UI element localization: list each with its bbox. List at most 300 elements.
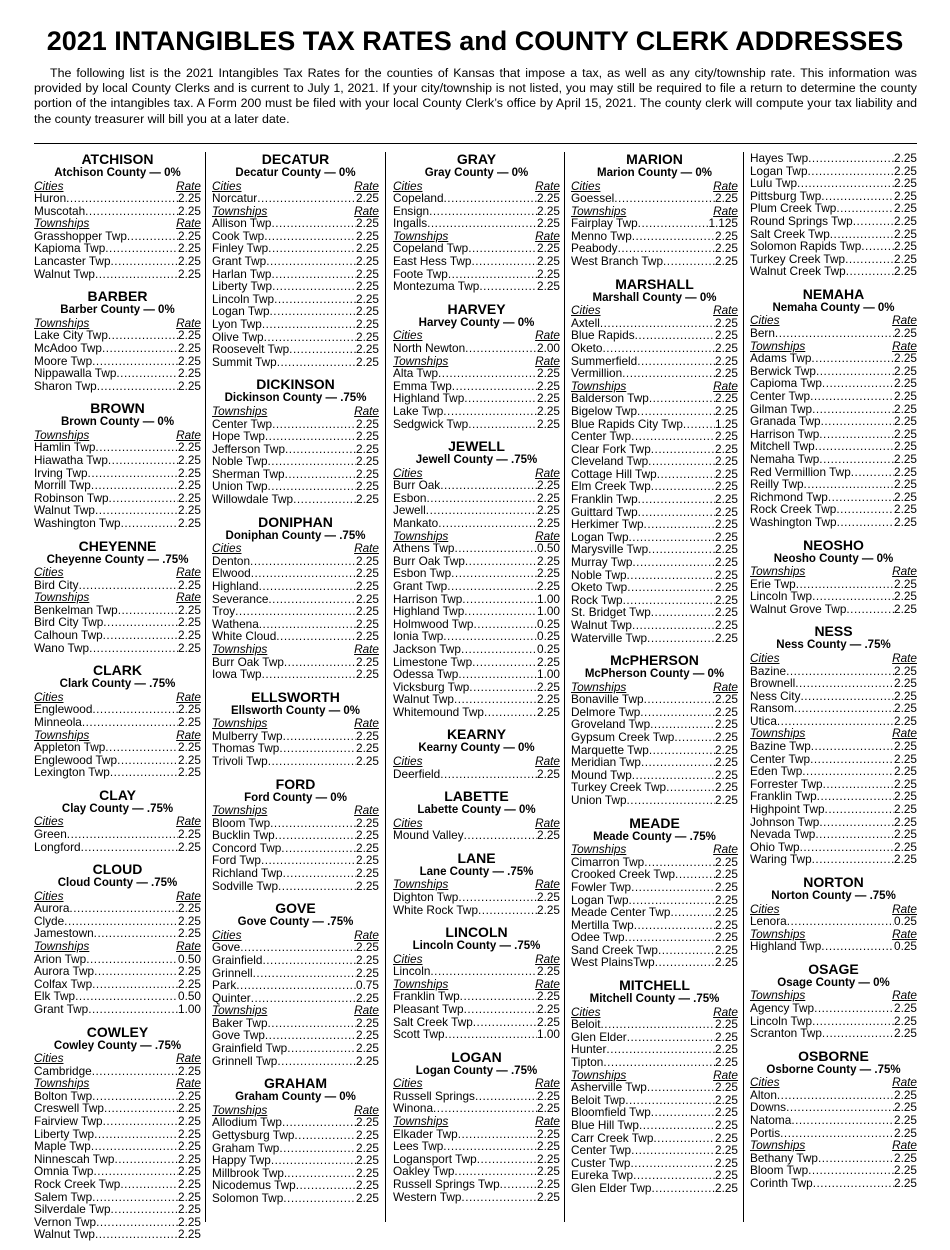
place-rate: 2.25 (178, 765, 201, 780)
column-divider (205, 152, 206, 1222)
rate-label: Rate (892, 1075, 917, 1090)
place-rate: 2.25 (356, 216, 379, 231)
dot-leader (108, 329, 178, 342)
place-name: Esbon (393, 490, 427, 505)
county-rate: Barber County — 0% (60, 304, 175, 317)
dot-leader (296, 1179, 356, 1192)
dot-leader (443, 1140, 537, 1153)
cities-label: Cities (393, 178, 423, 193)
dot-leader (465, 342, 537, 355)
place-name: Kapioma Twp (34, 241, 106, 256)
place-rate: 2.25 (537, 203, 560, 218)
place-rate: 2.25 (894, 426, 917, 441)
place-rate: 2.25 (356, 866, 379, 881)
dot-leader (627, 794, 716, 807)
dot-leader (632, 556, 715, 569)
place-name: Lincoln Twp (212, 291, 275, 306)
rate-row (571, 1018, 738, 1031)
place-name: Lulu Twp (750, 176, 798, 191)
place-rate: 2.25 (356, 753, 379, 768)
dot-leader (821, 415, 894, 428)
place-rate: 2.25 (894, 776, 917, 791)
cities-label: Cities (571, 178, 601, 193)
place-name: Jewell (393, 503, 426, 518)
dot-leader (500, 1178, 537, 1191)
place-rate: 2.25 (356, 566, 379, 581)
place-rate: 2.25 (715, 879, 738, 894)
county-name: JEWELL (448, 438, 505, 455)
place-rate: 2.25 (356, 1015, 379, 1030)
rate-row (750, 803, 917, 816)
rate-label: Rate (176, 427, 201, 442)
dot-leader (651, 1106, 715, 1119)
dot-leader (817, 790, 894, 803)
cities-label: Cities (34, 888, 64, 903)
dot-leader (800, 690, 894, 703)
rate-row (750, 327, 917, 340)
rates-column-5 (750, 152, 917, 1199)
place-name: Sodville Twp (212, 878, 279, 893)
place-name: Delmore Twp (571, 704, 641, 719)
dot-leader (477, 1153, 537, 1166)
rate-row (393, 965, 560, 978)
place-name: Alton (750, 1087, 777, 1102)
cities-label: Cities (393, 951, 423, 966)
dot-leader (651, 443, 715, 456)
place-rate: 2.25 (537, 828, 560, 843)
dot-leader (287, 1042, 356, 1055)
dot-leader (468, 242, 537, 255)
dot-leader (657, 468, 715, 481)
rate-row (212, 755, 379, 768)
dot-leader (464, 829, 537, 842)
place-rate: 2.25 (537, 578, 560, 593)
place-rate: 2.25 (715, 529, 738, 544)
cities-header (571, 304, 738, 317)
county-name: HARVEY (447, 300, 506, 317)
dot-leader (289, 343, 356, 356)
dot-leader (638, 493, 715, 506)
townships-label: Townships (750, 338, 806, 353)
place-name: Murray Twp (571, 555, 633, 570)
dot-leader (786, 1101, 894, 1114)
rate-label: Rate (354, 178, 379, 193)
place-rate: 2.25 (356, 840, 379, 855)
place-rate: 2.25 (178, 839, 201, 854)
cities-label: Cities (34, 689, 64, 704)
place-name: Iowa Twp (212, 667, 262, 682)
rate-row (212, 255, 379, 268)
place-rate: 2.25 (715, 1180, 738, 1195)
cities-label: Cities (212, 178, 242, 193)
place-name: Brownell (750, 676, 796, 691)
townships-label: Townships (571, 679, 627, 694)
dot-leader (464, 392, 537, 405)
county-rate: Osage County — 0% (777, 976, 890, 989)
place-name: Franklin Twp (571, 492, 638, 507)
place-rate: 0.25 (894, 939, 917, 954)
place-name: Wathena (212, 616, 259, 631)
rate-row (212, 580, 379, 593)
rate-row (212, 217, 379, 230)
dot-leader (67, 828, 178, 841)
place-name: Jackson Twp (393, 641, 461, 656)
dot-leader (440, 768, 537, 781)
place-rate: 2.25 (715, 793, 738, 808)
dot-leader (637, 355, 715, 368)
dot-leader (666, 781, 715, 794)
place-rate: 1.00 (537, 667, 560, 682)
place-name: Willowdale Twp (212, 492, 294, 507)
place-rate: 2.25 (356, 304, 379, 319)
place-name: Limestone Twp (393, 654, 473, 669)
dot-leader (632, 619, 715, 632)
county-name: BARBER (87, 288, 148, 305)
place-rate: 2.25 (537, 1177, 560, 1192)
place-name: Liberty Twp (212, 279, 273, 294)
dot-leader (651, 606, 715, 619)
place-rate: 2.25 (178, 702, 201, 717)
cities-label: Cities (393, 1076, 423, 1091)
place-rate: 2.25 (356, 479, 379, 494)
place-name: Russell Springs Twp (393, 1177, 500, 1192)
rate-row (750, 390, 917, 403)
townships-label: Townships (34, 590, 90, 605)
rates-column-4 (571, 152, 738, 1203)
place-name: Center Twp (212, 416, 273, 431)
dot-leader (822, 1027, 894, 1040)
place-name: Salt Creek Twp (750, 226, 830, 241)
dot-leader (462, 593, 537, 606)
place-rate: 2.25 (356, 815, 379, 830)
place-rate: 0.50 (178, 951, 201, 966)
place-name: Cambridge (34, 1063, 92, 1078)
place-rate: 2.25 (178, 926, 201, 941)
place-rate: 2.25 (894, 226, 917, 241)
rate-label: Rate (354, 716, 379, 731)
townships-label: Townships (34, 216, 90, 231)
rate-label: Rate (535, 815, 560, 830)
place-name: Lincoln Twp (750, 1013, 813, 1028)
dot-leader (815, 828, 894, 841)
place-name: Gove Twp (212, 1028, 265, 1043)
townships-header (750, 565, 917, 578)
place-name: St. Bridget Twp (571, 605, 651, 620)
place-name: Ness City (750, 688, 801, 703)
place-name: Vermillion (571, 366, 623, 381)
place-rate: 2.25 (894, 389, 917, 403)
rate-label: Rate (535, 951, 560, 966)
place-name: Ensign (393, 203, 430, 218)
rate-row (34, 1178, 201, 1191)
county-rate: Jewell County — .75% (415, 454, 538, 467)
rate-row (750, 152, 917, 165)
rate-row (750, 415, 917, 428)
place-rate: 2.25 (715, 592, 738, 607)
place-name: West Branch Twp (571, 254, 664, 269)
place-name: Red Vermillion Twp (750, 464, 851, 479)
dot-leader (670, 906, 715, 919)
county-rate: Lane County — .75% (419, 865, 534, 878)
place-rate: 2.25 (537, 216, 560, 231)
cities-header (750, 1076, 917, 1089)
place-name: Bird City (34, 577, 79, 592)
place-name: Lyon Twp (212, 317, 262, 332)
place-rate: 2.25 (715, 704, 738, 719)
dot-leader (627, 581, 715, 594)
dot-leader (464, 605, 537, 618)
place-name: Scranton Twp (750, 1026, 822, 1041)
place-rate: 2.25 (356, 441, 379, 456)
place-rate: 2.25 (715, 1017, 738, 1032)
dot-leader (81, 841, 178, 854)
dot-leader (602, 342, 715, 355)
place-name: Berwick Twp (750, 363, 816, 378)
townships-label: Townships (212, 803, 268, 818)
dot-leader (846, 603, 894, 616)
place-rate: 2.25 (894, 1013, 917, 1028)
place-rate: 2.25 (715, 353, 738, 368)
place-rate: 0.25 (537, 629, 560, 644)
dot-leader (653, 1132, 715, 1145)
dot-leader (655, 956, 715, 969)
dot-leader (89, 642, 178, 655)
rate-row (34, 268, 201, 281)
rate-label: Rate (176, 315, 201, 330)
county-rate: Logan County — .75% (415, 1064, 538, 1077)
townships-label: Townships (750, 1138, 806, 1153)
dot-leader (111, 1203, 179, 1216)
rate-label: Rate (354, 927, 379, 942)
dot-leader (631, 1144, 715, 1157)
dot-leader (640, 706, 715, 719)
rate-row (34, 192, 201, 205)
rate-row (571, 731, 738, 744)
rate-row (571, 1056, 738, 1069)
county-rate: Clark County — .75% (59, 678, 176, 691)
townships-label: Townships (750, 926, 806, 941)
place-name: Nemaha Twp (750, 451, 820, 466)
dot-leader (601, 1018, 716, 1031)
dot-leader (117, 754, 178, 767)
county-name: NORTON (803, 874, 864, 890)
rate-label: Rate (892, 1138, 917, 1153)
place-rate: 2.25 (356, 228, 379, 243)
place-name: Happy Twp (212, 1153, 271, 1168)
place-rate: 2.25 (356, 266, 379, 281)
place-rate: 2.25 (356, 254, 379, 269)
place-name: North Newton (393, 340, 466, 355)
place-name: Jamestown (34, 926, 94, 941)
cities-header (750, 652, 917, 665)
rates-column-2 (212, 152, 379, 1214)
place-rate: 2.25 (894, 1100, 917, 1115)
county-rate: Ness County — .75% (776, 639, 891, 652)
place-rate: 2.25 (715, 1105, 738, 1120)
dot-leader (438, 517, 537, 530)
rate-row (393, 1140, 560, 1153)
rate-label: Rate (354, 641, 379, 656)
place-rate: 2.25 (356, 354, 379, 369)
county-name: CLAY (99, 786, 136, 803)
place-name: Walnut Twp (34, 266, 95, 281)
dot-leader (279, 1142, 356, 1155)
rate-row (212, 1055, 379, 1068)
place-name: Western Twp (393, 1189, 462, 1204)
townships-label: Townships (571, 842, 627, 857)
townships-header (571, 843, 738, 856)
county-block (212, 1076, 379, 1204)
place-rate: 2.25 (178, 515, 201, 530)
rate-row (212, 280, 379, 293)
dot-leader (268, 455, 357, 468)
rate-label: Rate (176, 814, 201, 829)
dot-leader (278, 880, 356, 893)
dot-leader (471, 255, 537, 268)
dot-leader (683, 418, 715, 431)
place-name: Richmond Twp (750, 489, 828, 504)
rates-column-3 (393, 152, 560, 1212)
place-name: Clyde (34, 913, 65, 928)
rate-row (571, 756, 738, 769)
place-name: Glen Elder Twp (571, 1180, 652, 1195)
townships-header (34, 217, 201, 230)
place-name: Franklin Twp (393, 989, 460, 1004)
place-name: Quinter (212, 990, 251, 1005)
place-name: Grasshopper Twp (34, 228, 127, 243)
townships-header (393, 1115, 560, 1128)
place-name: Burr Oak Twp (212, 654, 284, 669)
place-name: Gettysburg Twp (212, 1127, 295, 1142)
dot-leader (287, 1167, 356, 1180)
place-name: Grant Twp (212, 254, 267, 269)
place-name: Highpoint Twp (750, 802, 825, 817)
county-name: DECATUR (261, 151, 330, 167)
place-rate: 2.25 (537, 503, 560, 518)
place-name: Union Twp (571, 793, 627, 808)
place-rate: 2.25 (178, 228, 201, 243)
place-name: Carr Creek Twp (571, 1130, 654, 1145)
rate-label: Rate (176, 1051, 201, 1066)
dot-leader (603, 1056, 715, 1069)
townships-label: Townships (212, 1102, 268, 1117)
rate-row (571, 342, 738, 355)
dot-leader (447, 580, 537, 593)
rate-label: Rate (535, 976, 560, 991)
rate-label: Rate (713, 178, 738, 193)
place-rate: 2.25 (537, 1002, 560, 1016)
townships-header (212, 717, 379, 730)
place-name: Highland Twp (393, 391, 465, 406)
place-name: Lake Twp (393, 403, 444, 418)
place-rate: 2.25 (356, 1127, 379, 1142)
place-name: Foote Twp (393, 266, 448, 281)
dot-leader (271, 217, 356, 230)
rate-row (393, 693, 560, 706)
county-block (393, 727, 560, 780)
rate-row (571, 405, 738, 418)
dot-leader (452, 380, 537, 393)
place-rate: 2.25 (178, 1114, 201, 1129)
place-rate: 2.25 (356, 654, 379, 669)
place-rate: 2.25 (894, 464, 917, 479)
rate-label: Rate (535, 1114, 560, 1129)
county-name: MARSHALL (615, 275, 694, 292)
dot-leader (647, 1081, 715, 1094)
place-rate: 1.00 (537, 604, 560, 619)
place-name: Washington Twp (750, 514, 837, 529)
dot-leader (264, 230, 356, 243)
cities-label: Cities (750, 1075, 780, 1090)
place-name: Bazine (750, 663, 787, 678)
rate-row (750, 478, 917, 491)
place-rate: 2.25 (178, 602, 201, 617)
place-name: Longford (34, 839, 81, 854)
place-rate: 2.25 (537, 1139, 560, 1154)
county-name: GOVE (275, 900, 316, 917)
townships-label: Townships (34, 427, 90, 442)
place-name: Holmwood Twp (393, 616, 474, 631)
rate-row (34, 1003, 201, 1016)
dot-leader (458, 891, 537, 904)
dot-leader (92, 1090, 178, 1103)
dot-leader (797, 177, 894, 190)
place-rate: 2.25 (178, 1189, 201, 1204)
dot-leader (75, 990, 178, 1003)
place-rate: 2.25 (894, 1150, 917, 1165)
rate-row (393, 891, 560, 904)
place-name: Summerfield (571, 353, 638, 368)
place-rate: 2.25 (537, 654, 560, 669)
dot-leader (103, 616, 178, 629)
county-rate: Norton County — .75% (771, 890, 896, 902)
place-rate: 1.00 (537, 1027, 560, 1042)
place-rate: 2.25 (356, 1178, 379, 1193)
place-name: Gypsum Creek Twp (571, 730, 675, 745)
place-name: Ohio Twp (750, 839, 800, 854)
dot-leader (800, 841, 894, 854)
place-rate: 2.25 (178, 640, 201, 655)
dot-leader (102, 342, 178, 355)
cities-label: Cities (212, 541, 242, 556)
dot-leader (276, 630, 356, 643)
place-name: Grainfield Twp (212, 1041, 288, 1056)
place-rate: 2.25 (715, 542, 738, 557)
rate-row (393, 1003, 560, 1016)
dot-leader (105, 741, 178, 754)
dot-leader (461, 1191, 537, 1204)
county-block (750, 538, 917, 616)
place-rate: 2.25 (356, 191, 379, 206)
place-name: Pleasant Twp (393, 1002, 464, 1016)
rate-label: Rate (713, 1067, 738, 1082)
place-rate: 2.25 (894, 576, 917, 591)
dot-leader (791, 1114, 894, 1127)
place-rate: 2.25 (537, 1189, 560, 1204)
dot-leader (95, 1228, 178, 1241)
county-name: DONIPHAN (258, 513, 333, 530)
dot-leader (103, 629, 178, 642)
place-rate: 2.25 (537, 478, 560, 493)
place-rate: 2.25 (894, 201, 917, 216)
rate-row (34, 1228, 201, 1241)
dot-leader (95, 268, 178, 281)
county-name: CLARK (93, 662, 142, 679)
place-name: Noble Twp (571, 567, 627, 582)
dot-leader (775, 327, 894, 340)
rate-row (212, 967, 379, 980)
place-rate: 2.25 (178, 1139, 201, 1154)
